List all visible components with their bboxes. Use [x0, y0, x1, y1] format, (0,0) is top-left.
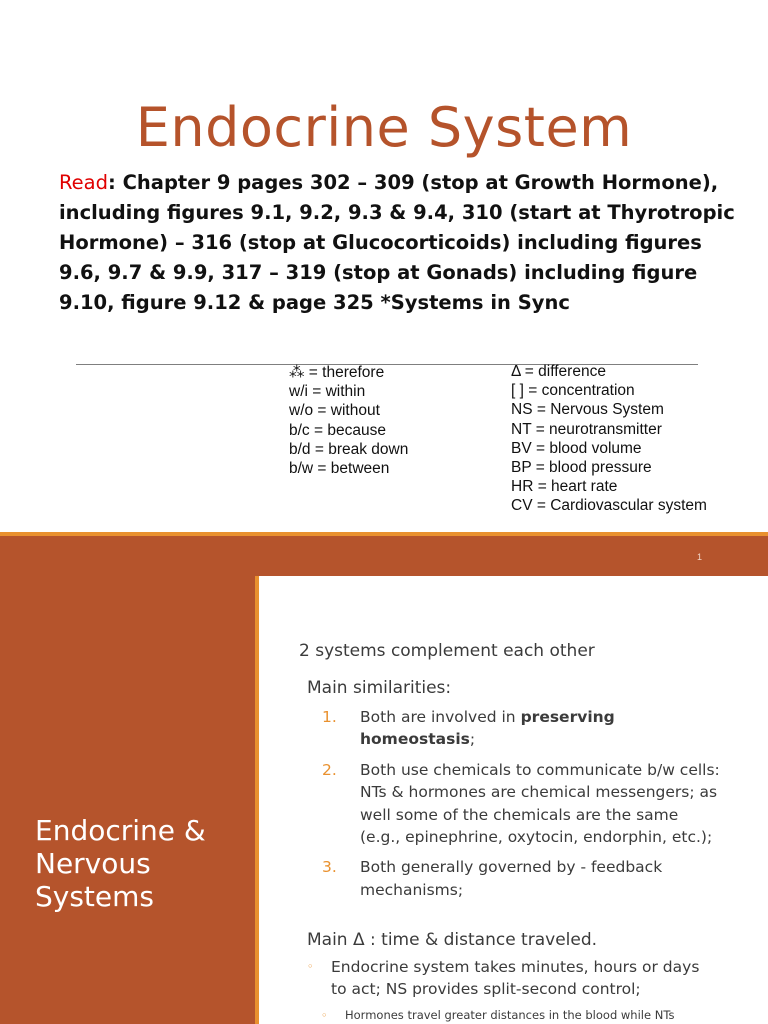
- abbreviation-legend-left: [289, 363, 408, 478]
- slide-number: 1: [696, 552, 702, 562]
- similarities-heading: Main similarities:: [307, 678, 452, 698]
- similarities-list: [299, 706, 759, 909]
- list-number: 2.: [322, 760, 337, 779]
- abbreviation-legend-right: [511, 362, 707, 516]
- legend-entry: Δ = difference: [511, 363, 606, 380]
- item-text: Both generally governed by - feedback mechanisms;: [360, 858, 663, 899]
- read-label: Read: [59, 171, 108, 194]
- list-item: [299, 759, 720, 849]
- slide-title: Endocrine System: [135, 96, 633, 159]
- section-title: Endocrine & Nervous Systems: [35, 814, 206, 913]
- item-bold-text: preserving homeostasis: [360, 708, 615, 749]
- legend-entry: BV = blood volume: [511, 439, 642, 457]
- legend-entry: HR = heart rate: [511, 478, 618, 496]
- reading-assignment: [59, 168, 739, 318]
- content-panel: [259, 576, 768, 1024]
- legend-entry: w/o = without: [289, 402, 380, 420]
- list-item: [299, 856, 720, 901]
- legend-entry: b/d = break down: [289, 440, 409, 458]
- legend-entry: BP = blood pressure: [511, 459, 652, 477]
- reading-assignment-text: : Chapter 9 pages 302 – 309 (stop at Growth Hormone), including figures 9.1, 9.2, 9.3 & 9.4, 310 (start at Thyrotropic Hormone) – 316 (stop at Glucocorticoids) including figures 9.6, 9.7 & 9.9, 317 – 319 (stop at Gonads) including figure 9.10, figure 9.12 & page 325 *Systems in Sync: [59, 171, 735, 314]
- item-text: Both use chemicals to communicate b/w cells: NTs & hormones are chemical messengers; as well some of the chemicals are the same (e.g., epinephrine, oxytocin, endorphin, etc.);: [360, 760, 720, 847]
- legend-entry: b/w = between: [289, 460, 390, 478]
- item-text-end: ;: [469, 730, 476, 749]
- difference-bullet: [307, 956, 701, 1001]
- difference-text: Endocrine system takes minutes, hours or days to act; NS provides split-second control;: [331, 958, 700, 999]
- sub-bullet-text: Hormones travel greater distances in the blood while NTs: [345, 1008, 675, 1022]
- panel-subtitle: 2 systems complement each other: [299, 641, 595, 661]
- item-text: Both are involved in: [360, 708, 521, 726]
- bullet-icon: ◦: [321, 1009, 328, 1022]
- bullet-icon: ◦: [307, 960, 314, 973]
- legend-entry: b/c = because: [289, 421, 386, 439]
- legend-entry: NS = Nervous System: [511, 401, 664, 419]
- panel-content: [299, 640, 759, 1022]
- list-number: 3.: [322, 858, 337, 877]
- legend-entry: CV = Cardiovascular system: [511, 497, 707, 515]
- list-item: [299, 706, 720, 751]
- list-number: 1.: [322, 708, 337, 726]
- legend-entry: NT = neurotransmitter: [511, 420, 662, 438]
- legend-entry: ⁂ = therefore: [289, 364, 385, 381]
- sub-bullet: [321, 1007, 715, 1024]
- legend-entry: [ ] = concentration: [511, 382, 635, 400]
- slide-endocrine-nervous: [0, 536, 768, 1024]
- difference-heading: Main Δ : time & distance traveled.: [307, 930, 598, 950]
- legend-entry: w/i = within: [289, 383, 366, 401]
